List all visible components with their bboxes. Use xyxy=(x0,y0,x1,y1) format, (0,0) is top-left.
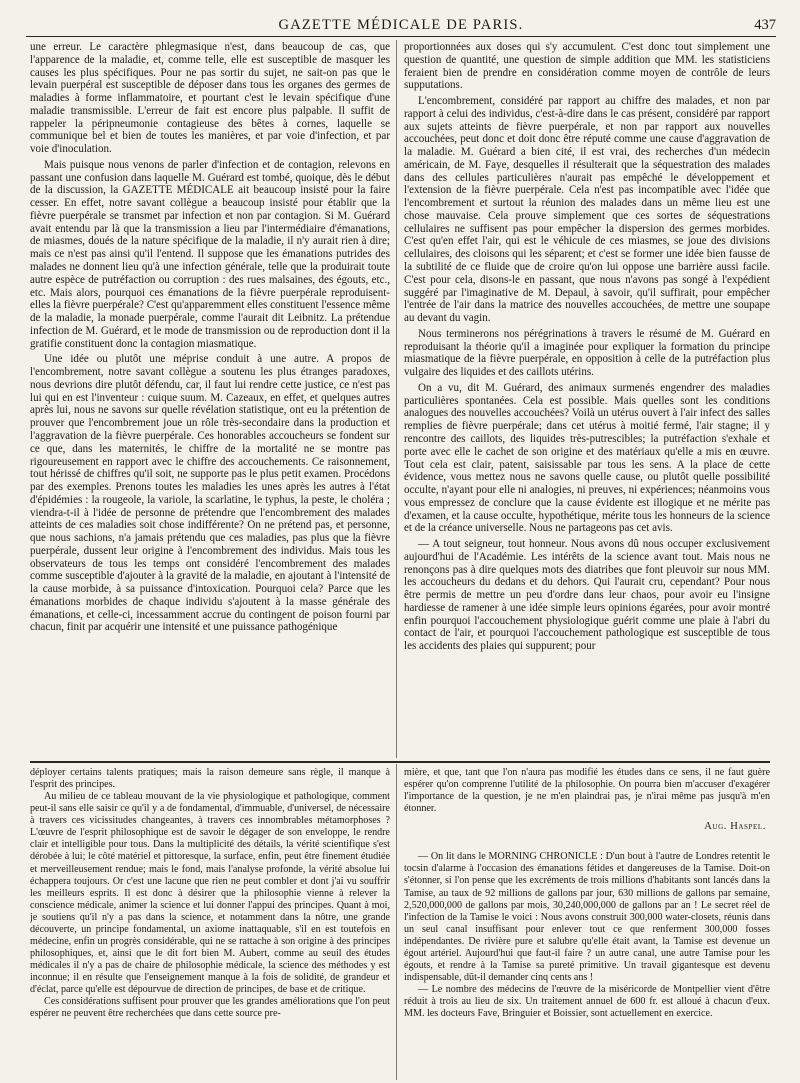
paragraph: proportionnées aux doses qui s'y accumulent. C'est donc tout simplement une question de quantité, une question de simple addition que MM. les statisticiens feraient bien de prendre en considération comme moyen de contrôle de leurs supputations. xyxy=(404,41,770,92)
paragraph: Ces considérations suffisent pour prouver que les grandes améliorations que l'on peut espérer ne peuvent être recherchées que dans cette source pre- xyxy=(30,996,390,1020)
feuilleton-divider xyxy=(30,761,770,763)
paragraph: On a vu, dit M. Guérard, des animaux surmenés engendrer des maladies particulières spontanées. Cela est possible. Mais quelles sont les conditions analogues des nouvelles accouchées? Voilà un utérus ouvert à l'air infect des salles remplies de fièvre puerpérale; dans cet utérus à moitié fermé, l'air stagne; il y rencontre des caillots, des liquides très-putrescibles; la putréfaction s'exhale et porte avec elle le cachet de son origine et des matériaux qu'elle a mis en œuvre. Tout cela est clair, patent, saisissable par tous les sens. A la place de cette évidence, vous mettez nous ne savons quelle cause, ou plutôt quelle possibilité occulte, n'ayant pour elle ni analogies, ni preuves, ni expériences; néanmoins vous vous empressez de conclure que la cause évidente est illogique et ne mérite pas d'examen, et la cause occulte, hypothétique, mérite tous les honneurs de la science et de la créance universelle. Nous ne partageons pas cet avis. xyxy=(404,381,770,535)
page-number: 437 xyxy=(754,17,776,33)
paragraph: Une idée ou plutôt une méprise conduit à une autre. A propos de l'encombrement, notre savant collègue a soutenu les plus étranges paradoxes, nous devrions dire plutôt défendu, car, il faut lui rendre cette justice, ce n'est pas lui qui en est l'inventeur : cuique suum. M. Cazeaux, en effet, et quelques autres après lui, nous ne savons sur quelle révélation statistique, ont eu la prétention de prouver que l'encombrement joue un rôle très-secondaire dans la production et l'aggravation de la fièvre puerpérale. Ces honorables accoucheurs se fondent sur ce que, dans les maternités, le chiffre de la mortalité ne se montre pas rigoureusement en rapport avec le chiffre des accouchements. Ce raisonnement, tout hérissé de chiffres qu'il soit, ne supporte pas le plus petit examen. Procédons par des exemples. Prenons toutes les maladies les unes après les autres à l'état d'épidémies : la rougeole, la variole, la scarlatine, le typhus, la peste, le choléra ; viendra-t-il à l'idée de personne de prétendre que l'encombrement des malades atteints de ces maladies soit chose indifférente? On ne prétend pas, et personne, que nous sachions, n'a jamais prétendu que ces maladies, pas plus que la fièvre puerpérale, dussent leur origine à l'encombrement des individus. Mais tous les observateurs de tous les temps ont considéré l'encombrement des malades comme susceptible d'ajouter à la gravité de la maladie, en ajoutant à l'intensité de la cause morbide, à sa puissance d'intoxication. Pourquoi cela? Parce que les émanations morbides de chaque individu s'ajoutent à la masse générale des émanations, et celle-ci, incessamment accrue du contingent de poison fourni par chacun, finit par acquérir une intensité et une puissance pathogénique xyxy=(30,353,390,634)
paragraph: déployer certains talents pratiques; mais la raison demeure sans règle, il manque à l'esprit des principes. xyxy=(30,767,390,791)
column-divider-upper xyxy=(396,40,397,758)
lower-left-column xyxy=(30,767,390,1079)
news-brief: — On lit dans le MORNING CHRONICLE : D'un bout à l'autre de Londres retentit le tocsin d'alarme à l'occasion des émanations fétides et dangereuses de la Tamise. Doit-on s'étonner, si l'on pense que les excréments de trois millions d'habitants sont lancés dans la Tamise, au taux de 92 millions de gallons par jour, 630 millions de gallons par semaine, 2,520,000,000 de gallons par mois, 30,240,000,000 de gallons par an ! Le secret réel de l'infection de la Tamise le voici : Nous avons construit 300,000 water-closets, réunis dans un seul canal insuffisant pour enlever tout ce que renferment 300,000 fosses indépendantes. De rivière pure et salubre qu'elle était avant, la Tamise est devenue un égout artériel. Aujourd'hui que faut-il faire ? un autre canal, une autre Tamise pour les égouts, et rendre à la Tamise sa pureté primitive. Un travail gigantesque est devenu indispensable, dût-il demander cinq cents ans ! xyxy=(404,851,770,983)
lower-right-column xyxy=(404,767,770,1079)
paragraph: Mais puisque nous venons de parler d'infection et de contagion, relevons en passant une confusion dans laquelle M. Guérard est tombé, quoique, dès le début de la discussion, la GAZETTE MÉDICALE ait beaucoup insisté pour la faire cesser. En effet, notre savant collègue a beaucoup insisté pour établir que la fièvre puerpérale se transmet par infection et non par contagion. Si M. Guérard avait entendu par là que la transmission a lieu par l'intermédiaire d'émanations, de miasmes, doués de la nature spécifique de la maladie, il n'y aurait rien à dire; mais ce n'est pas ainsi qu'il l'entend. Il suppose que les émanations putrides des malades ne donnent lieu qu'à une infection générale, telle que la produirait toute autre espèce de putréfaction ou corruption : des rues malsaines, des égouts, etc., etc. Mais alors, pourquoi ces émanations de la fièvre puerpérale reproduisent-elles la fièvre puerpérale? C'est qu'apparemment elles constituent l'essence même de la maladie, la monade puerpérale, comme l'aurait dit Leibnitz. La prétendue infection de M. Guérard, et le mode de transmission ou de reproduction dont il la gratifie constituent donc la contagion miasmatique. xyxy=(30,158,390,350)
paragraph: — A tout seigneur, tout honneur. Nous avons dû nous occuper exclusivement aujourd'hui de l'Académie. Les intérêts de la science avant tout. Mais nous ne renonçons pas à dire quelques mots des diatribes que font pleuvoir sur nous MM. les accoucheurs du dedans et du dehors. Qui l'aurait cru, cependant? Pour nous être permis de mettre un peu d'ordre dans leur chaos, pour avoir eu l'insigne hardiesse de ramener à une idée simple leurs opinions égarées, pour avoir montré enfin pourquoi l'accouchement physiologique guérit comme une plaie à l'abri du contact de l'air, et pourquoi l'accouchement pathologique est susceptible de tous les accidents des plaies qui suppurent; pour xyxy=(404,538,770,653)
paragraph: Nous terminerons nos pérégrinations à travers le résumé de M. Guérard en reproduisant la théorie qu'il a imaginée pour expliquer la formation du principe miasmatique de la fièvre puerpérale, en opposition à celle de la putréfaction plus vulgaire des liquides et des caillots utérins. xyxy=(404,327,770,379)
page-header xyxy=(26,6,776,37)
column-divider-lower xyxy=(396,764,397,1080)
paragraph: une erreur. Le caractère phlegmasique n'est, dans beaucoup de cas, que l'apparence de la maladie, et, comme telle, elle est susceptible de masquer les causes les plus spécifiques. Pour ne pas sortir du sujet, ne sait-on pas que le levain puerpéral est susceptible de déposer dans tous les organes des germes de maladies à forme inflammatoire, et pourtant c'est le levain spécifique d'une maladie transmissible. L'erreur de fait est encore plus palpable. Il suffit de rappeler la péripneumonie contagieuse des bêtes à cornes, laquelle se communique bel et bien de toutes les manières, et par voie d'infection, et par voie d'inoculation. xyxy=(30,41,390,156)
news-brief: — Le nombre des médecins de l'œuvre de la miséricorde de Montpellier vient d'être réduit à trois au lieu de six. Un traitement annuel de 600 fr. est alloué à chacun d'eux. MM. les docteurs Fave, Bringuier et Boissier, sont actuellement en exercice. xyxy=(404,984,770,1020)
journal-title: GAZETTE MÉDICALE DE PARIS. xyxy=(278,17,524,33)
paragraph: L'encombrement, considéré par rapport au chiffre des malades, et non par rapport à celui des individus, c'est-à-dire dans le cas présent, considéré par rapport aux sujets atteints de fièvre puerpérale, et non par rapport aux nouvelles accouchées, peut donc et doit donc être réputé comme une cause d'aggravation de la maladie. M. Guérard a bien cité, il est vrai, des recherches d'un médecin américain, de M. Faye, desquelles il résulterait que la séquestration des malades dans des cellules particulières n'aurait pas empêché le développement et l'extension de la fièvre puerpérale. Cela n'est pas incompatible avec l'idée que l'encombrement et surtout la réunion des malades dans un même lieu est une chose mauvaise. Cela prouve simplement que ces sortes de séquestrations cellulaires ne suffisent pas pour empêcher la dispersion des germes morbides. C'est qu'en effet l'air, qui est le véhicule de ces miasmes, se joue des divisions cellulaires, des cloisons qui les séparent; et c'est se former une idée bien fausse de la subtilité de ce fluide que de croire qu'on lui oppose une barrière aussi facile. C'est pour cela, disons-le en passant, que nous n'avons pas songé à l'expédient suggéré par l'imaginative de M. Depaul, à savoir, qu'il suffirait, pour empêcher l'entrée de l'air dans la matrice des nouvelles accouchées, de mettre une soupape au devant du vagin. xyxy=(404,95,770,325)
upper-left-column xyxy=(30,41,390,757)
author-signature: Aug. Haspel. xyxy=(704,821,766,833)
paragraph: mière, et que, tant que l'on n'aura pas modifié les études dans ce sens, il ne faut guère espérer qu'on comprenne l'utilité de la philosophie. On pourra bien m'accuser d'exagérer l'importance de la question, je ne m'en plaindrai pas, je n'irai même pas jusqu'à m'en étonner. xyxy=(404,767,770,815)
upper-right-column xyxy=(404,41,770,757)
paragraph: Au milieu de ce tableau mouvant de la vie physiologique et pathologique, comment peut-il sans elle saisir ce qu'il y a de fondamental, d'immuable, d'universel, de nécessaire à travers ces vicissitudes changeantes, à travers ces innombrables métamorphoses ? L'œuvre de l'esprit philosophique est de savoir le dégager de son enveloppe, le rendre clair et intelligible pour tous. Dans la multiplicité des détails, la vérité scientifique s'est dérobée à lui; le côté matériel et pittoresque, la surface, enfin, peut être finement étudiée et merveilleusement rendue; mais le fond, mais l'analyse profonde, la vérité absolue lui échappera toujours. Or c'est une lacune que rien ne peut combler et dont j'ai vu souffrir les meilleurs esprits. Il est donc à désirer que la philosophie vienne à relever la conscience médicale, animer la science et lui donner l'appui des principes. Quant à moi, je soutiens qu'il n'y a pas dans la science, et notamment dans la nôtre, une grande découverte, un principe fondamental, un axiome inattaquable, s'il en est toutefois en médecine, enfin un progrès considérable, qui ne se rattache à son origine à des principes philosophiques, et, ainsi que le dit fort bien M. Aubert, comme au seuil des études médicales il n'y a pas de chaire de philosophie médicale, la science des méthodes y est inconnue; il en résulte que l'enseignement manque à la fois de solidité, de grandeur et d'éclat, parce qu'elle est dépourvue de direction de principes, de base et de critique. xyxy=(30,791,390,996)
